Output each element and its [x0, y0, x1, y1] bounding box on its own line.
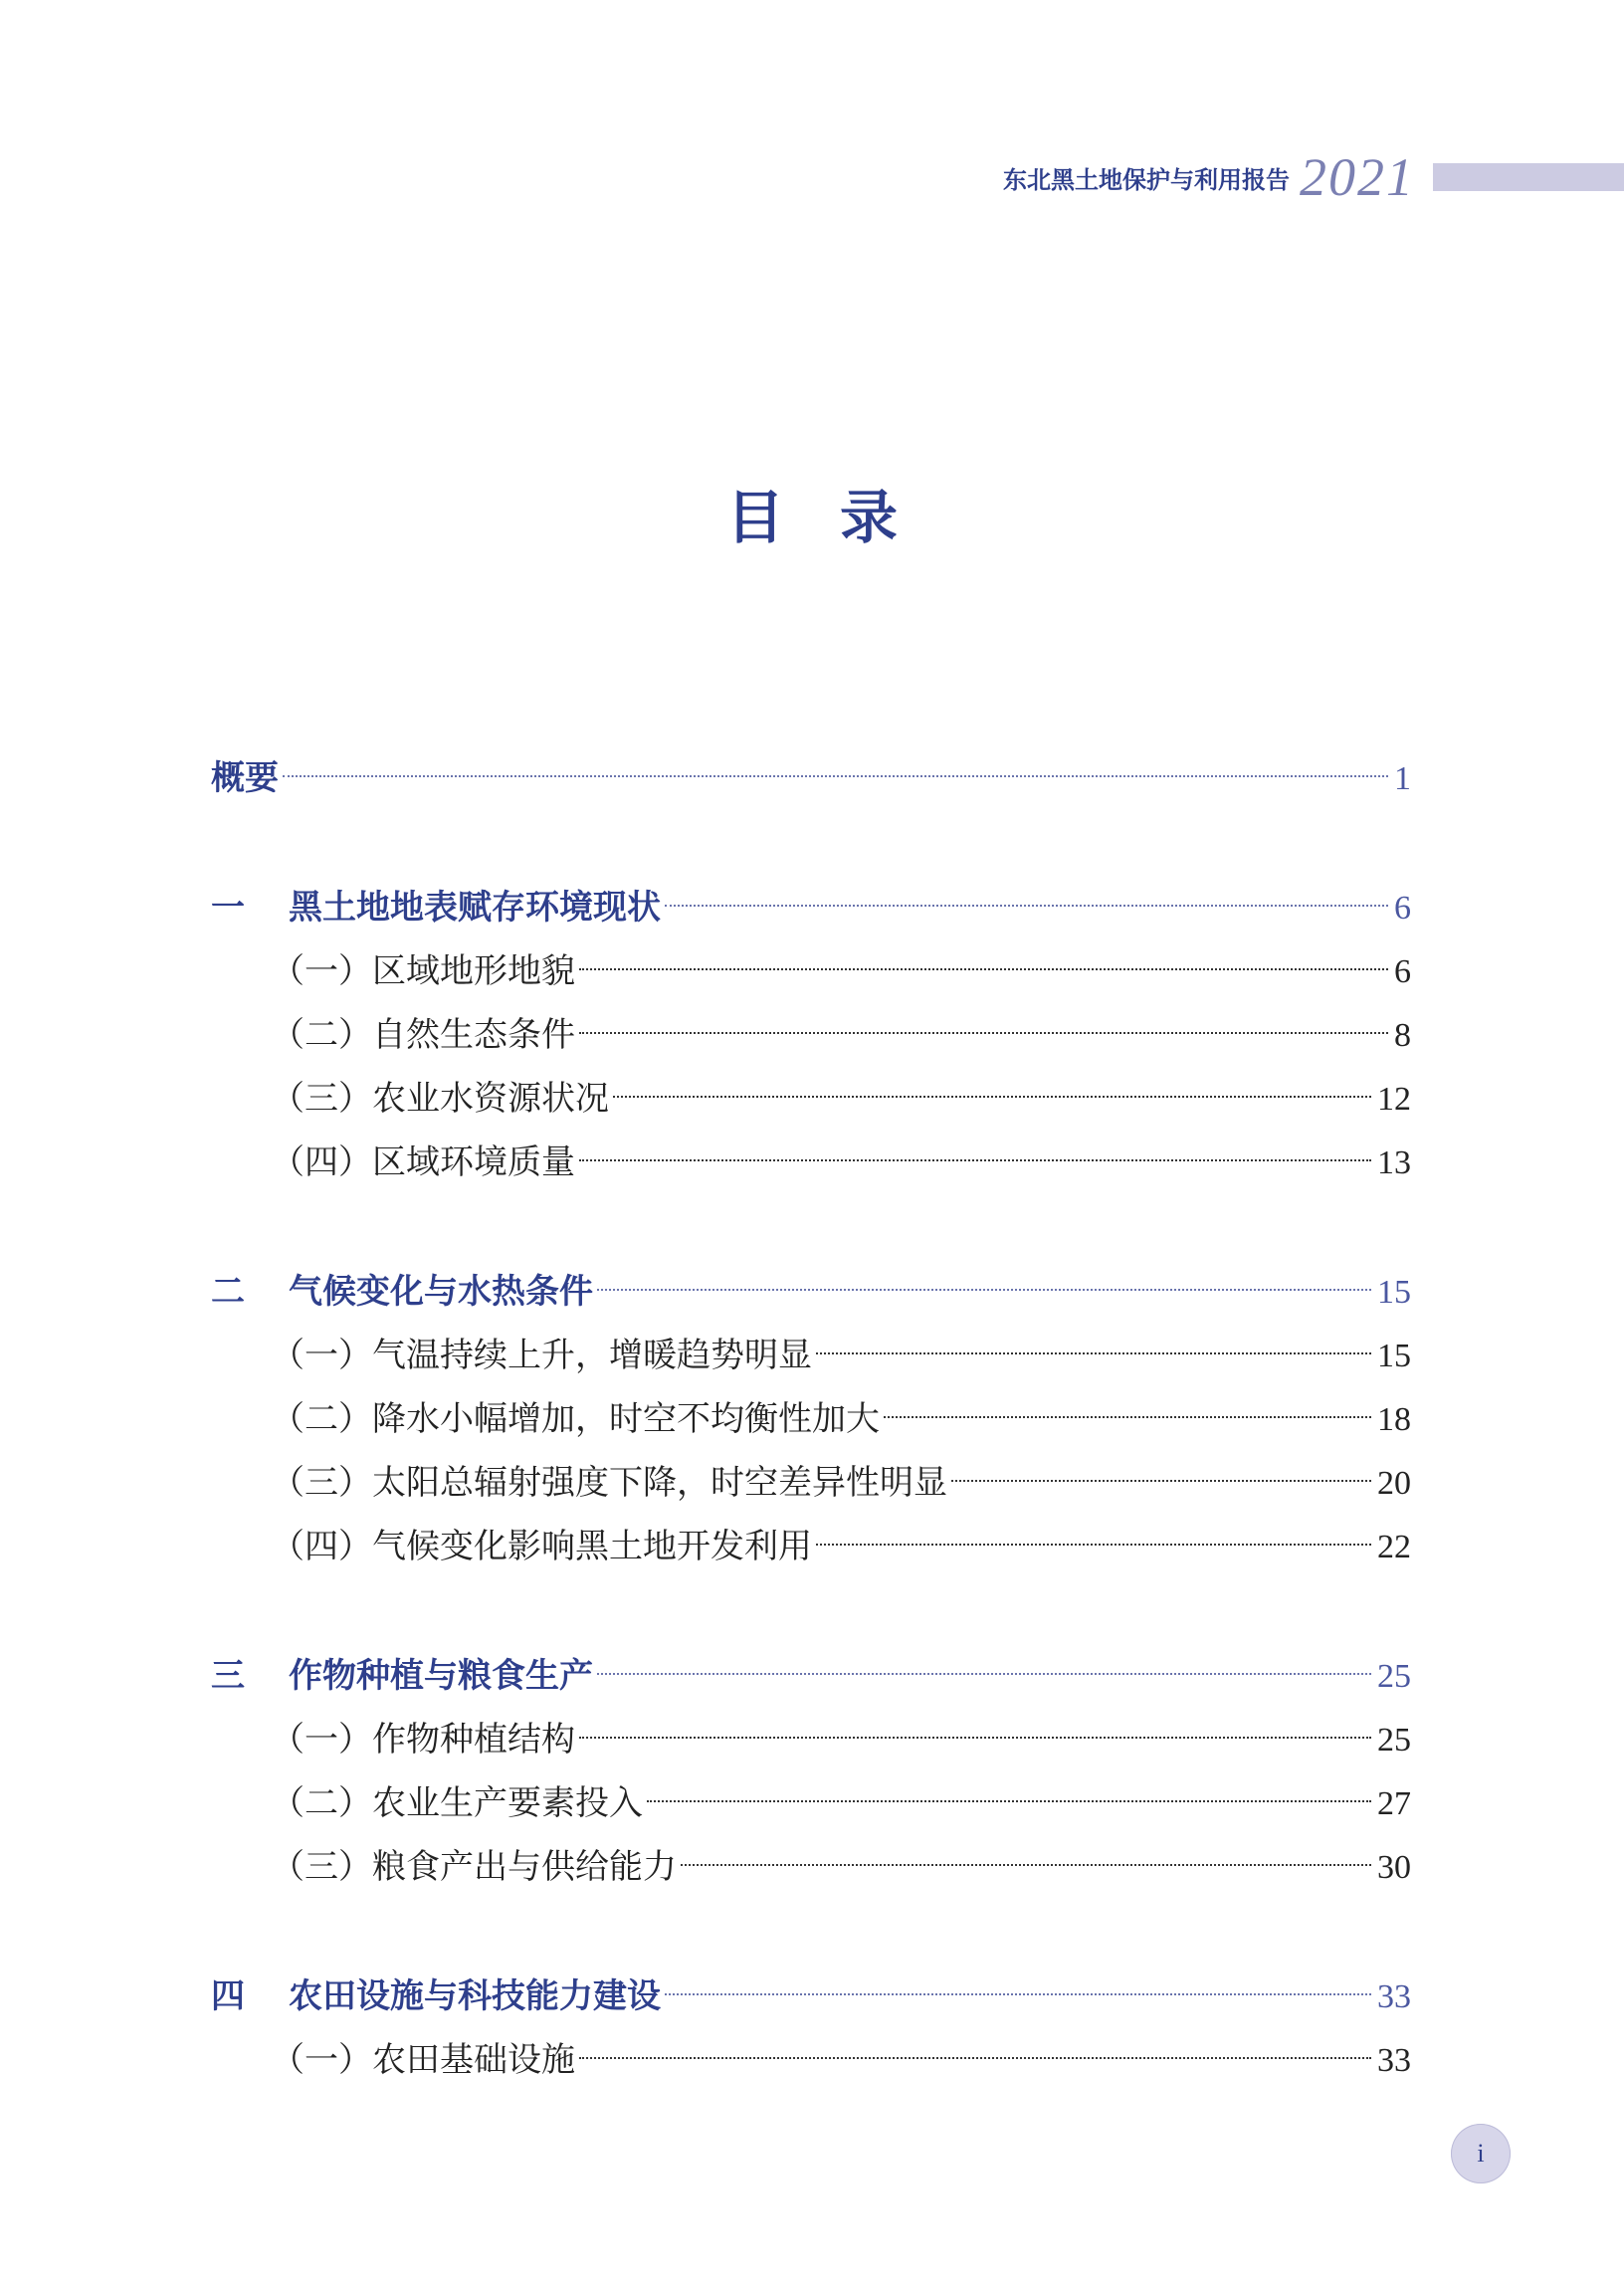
toc-page-number: 20 — [1377, 1465, 1411, 1502]
header-year: 2021 — [1300, 147, 1415, 207]
toc-page-number: 18 — [1377, 1401, 1411, 1438]
toc-label: 农田设施与科技能力建设 — [289, 1976, 661, 2016]
toc-leader-dots — [579, 1737, 1371, 1739]
toc-label: 作物种植与粮食生产 — [289, 1656, 593, 1696]
toc-leader-dots — [647, 1800, 1371, 1802]
toc-page-number: 33 — [1377, 1978, 1411, 2015]
toc-section-4[interactable] — [211, 1965, 1411, 2028]
toc-leader-dots — [884, 1416, 1371, 1418]
toc-section-3[interactable] — [211, 1644, 1411, 1708]
toc-section-number: 四 — [211, 1976, 245, 2016]
toc-leader-dots — [816, 1544, 1371, 1546]
toc-leader-dots — [283, 775, 1388, 777]
toc-section-number: 二 — [211, 1272, 245, 1312]
toc-leader-dots — [816, 1352, 1371, 1354]
toc-page-number: 15 — [1377, 1274, 1411, 1311]
toc-subsection[interactable] — [211, 1387, 1411, 1451]
toc-leader-dots — [681, 1864, 1371, 1866]
toc-subsection-number: （一） — [271, 951, 372, 991]
toc-subsection-number: （三） — [271, 1463, 372, 1503]
toc-subsection-number: （三） — [271, 1079, 372, 1119]
toc-page-number: 27 — [1377, 1785, 1411, 1822]
toc-label: 太阳总辐射强度下降，时空差异性明显 — [372, 1463, 947, 1503]
toc-page-number: 15 — [1377, 1338, 1411, 1374]
toc-label: 作物种植结构 — [372, 1720, 575, 1760]
toc-leader-dots — [579, 2057, 1371, 2059]
toc-label: 气候变化影响黑土地开发利用 — [372, 1527, 812, 1566]
toc-page-number: 12 — [1377, 1081, 1411, 1118]
toc-leader-dots — [597, 1673, 1371, 1675]
toc-section-2[interactable] — [211, 1260, 1411, 1324]
page-title: 目录 — [725, 484, 953, 551]
toc-subsection-number: （一） — [271, 2040, 372, 2080]
toc-subsection[interactable] — [211, 2028, 1411, 2092]
toc-page-number: 6 — [1394, 890, 1411, 927]
table-of-contents — [211, 746, 1411, 2092]
toc-subsection-number: （一） — [271, 1336, 372, 1375]
toc-subsection[interactable] — [211, 939, 1411, 1003]
header-title: 东北黑土地保护与利用报告 — [1003, 165, 1290, 194]
toc-subsection[interactable] — [211, 1451, 1411, 1515]
toc-subsection-number: （四） — [271, 1142, 372, 1182]
toc-subsection-number: （三） — [271, 1847, 372, 1887]
toc-subsection-number: （二） — [271, 1399, 372, 1439]
toc-label: 农业生产要素投入 — [372, 1783, 643, 1823]
toc-leader-dots — [579, 1159, 1371, 1161]
toc-leader-dots — [951, 1480, 1371, 1482]
toc-page-number: 1 — [1394, 760, 1411, 797]
toc-label: 黑土地地表赋存环境现状 — [289, 888, 661, 928]
toc-subsection-number: （二） — [271, 1015, 372, 1055]
toc-section-number: 三 — [211, 1656, 245, 1696]
toc-subsection[interactable] — [211, 1324, 1411, 1387]
toc-leader-dots — [613, 1096, 1371, 1098]
toc-leader-dots — [579, 1032, 1388, 1034]
toc-page-number: 25 — [1377, 1722, 1411, 1759]
toc-entry-overview[interactable] — [211, 746, 1411, 810]
toc-subsection[interactable] — [211, 1067, 1411, 1131]
toc-subsection-number: （四） — [271, 1527, 372, 1566]
running-header — [1003, 149, 1624, 205]
toc-subsection[interactable] — [211, 1708, 1411, 1771]
toc-label: 气温持续上升，增暖趋势明显 — [372, 1336, 812, 1375]
toc-leader-dots — [579, 968, 1388, 970]
toc-section-1[interactable] — [211, 876, 1411, 939]
toc-subsection-number: （一） — [271, 1720, 372, 1760]
toc-subsection[interactable] — [211, 1771, 1411, 1835]
toc-page-number: 6 — [1394, 953, 1411, 990]
toc-section-number: 一 — [211, 888, 245, 928]
toc-subsection[interactable] — [211, 1515, 1411, 1578]
toc-page-number: 22 — [1377, 1529, 1411, 1565]
toc-leader-dots — [597, 1289, 1371, 1291]
toc-page-number: 13 — [1377, 1144, 1411, 1181]
toc-subsection[interactable] — [211, 1131, 1411, 1194]
toc-leader-dots — [665, 905, 1388, 907]
page-number-badge: i — [1451, 2124, 1511, 2183]
toc-label: 自然生态条件 — [372, 1015, 575, 1055]
toc-label: 气候变化与水热条件 — [289, 1272, 593, 1312]
header-accent-bar — [1433, 163, 1624, 191]
toc-page-number: 8 — [1394, 1017, 1411, 1054]
toc-leader-dots — [665, 1993, 1371, 1995]
toc-label: 降水小幅增加，时空不均衡性加大 — [372, 1399, 880, 1439]
toc-page-number: 33 — [1377, 2042, 1411, 2079]
toc-label: 农田基础设施 — [372, 2040, 575, 2080]
toc-subsection[interactable] — [211, 1835, 1411, 1899]
toc-subsection[interactable] — [211, 1003, 1411, 1067]
toc-page-number: 25 — [1377, 1658, 1411, 1695]
toc-page-number: 30 — [1377, 1849, 1411, 1886]
toc-label: 概要 — [211, 758, 279, 798]
toc-label: 农业水资源状况 — [372, 1079, 609, 1119]
toc-label: 粮食产出与供给能力 — [372, 1847, 677, 1887]
toc-subsection-number: （二） — [271, 1783, 372, 1823]
toc-label: 区域地形地貌 — [372, 951, 575, 991]
toc-label: 区域环境质量 — [372, 1142, 575, 1182]
